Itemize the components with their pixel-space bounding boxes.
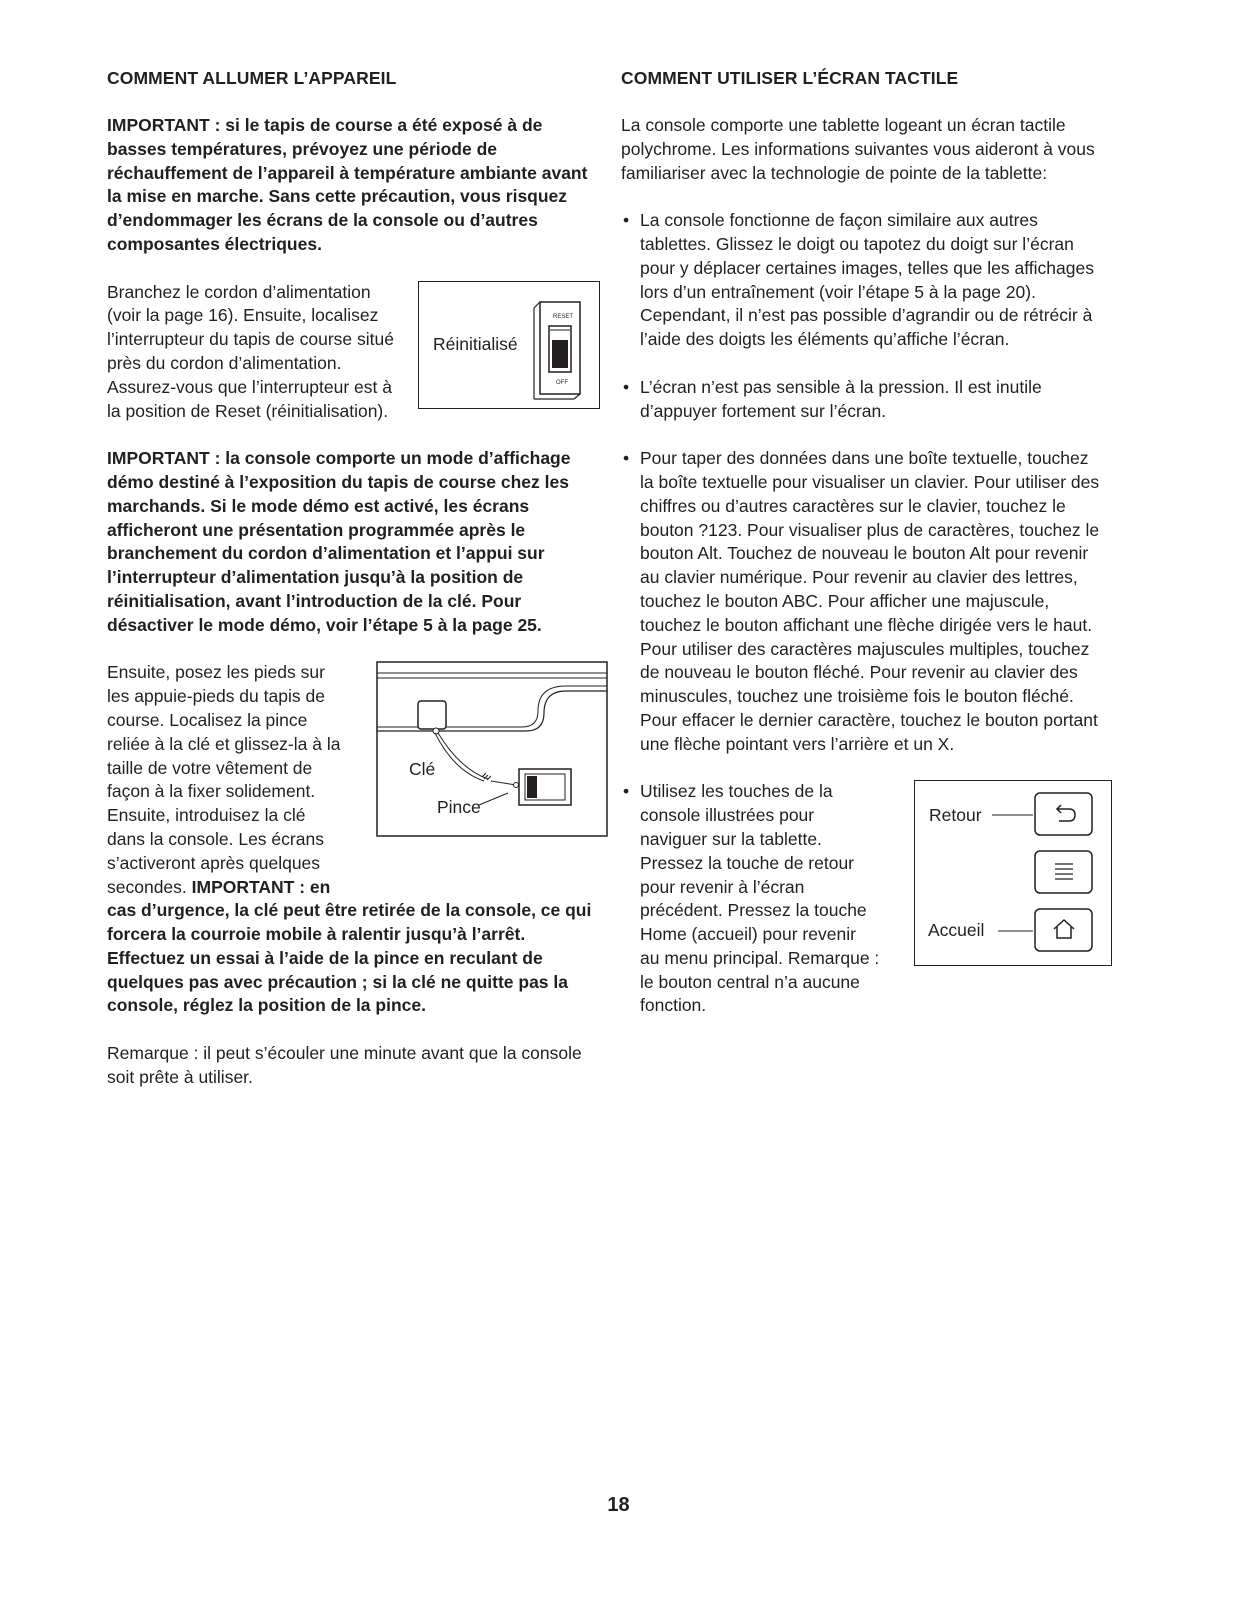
menu-button-icon	[1035, 851, 1092, 893]
key-text: Ensuite, posez les pieds sur les appuie-pieds du tapis de course. Localisez la pince reliée à la clé et glissez-la à la taille de votre vêtement de façon à la fixer solidement. Ensuite, introduisez la clé dans la console. Les écrans s’activeront après quelques secondes.	[107, 662, 341, 897]
bullet: •	[623, 376, 630, 397]
svg-text:OFF: OFF	[556, 379, 568, 386]
clip-label: Pince	[437, 797, 481, 818]
key-section	[107, 661, 592, 1018]
reset-label: Réinitialisé	[433, 333, 518, 354]
bullet: •	[623, 448, 630, 469]
touchscreen-tips	[621, 209, 1106, 1040]
important-demo-mode: IMPORTANT : la console comporte un mode d’affichage démo destiné à l’exposition du tapis de course chez les marchands. Si le mode démo est activé, les écrans afficheront une présentation programmée après le branchement du cordon d’alimentation et l’appui sur l’interrupteur d’alimentation jusqu’à la position de réinitialisation, avant l’introduction de la clé. Pour désactiver le mode démo, voir l’étape 5 à la page 25.	[107, 448, 571, 635]
right-column	[621, 66, 1106, 1064]
list-item-text: Pour taper des données dans une boîte textuelle, touchez la boîte textuelle pour visualiser un clavier. Pour utiliser des chiffres ou d’autres caractères sur le clavier, touchez le bouton ?123. Pour visualiser plus de caractères, touchez le bouton Alt. Touchez de nouveau le bouton Alt pour revenir au clavier numérique. Pour revenir au clavier des lettres, touchez le bouton ABC. Pour afficher une majuscule, touchez le bouton affichant une flèche dirigée vers le haut. Pour utiliser des caractères majuscules multiples, touchez de nouveau le bouton fléché. Pour revenir au clavier des minuscules, touchez une troisième fois le bouton fléché. Pour effacer le dernier caractère, touchez le bouton portant une flèche pointant vers l’arrière et un X.	[640, 448, 1100, 754]
key-label: Clé	[409, 759, 436, 780]
important-temperature: IMPORTANT : si le tapis de course a été exposé à de basses températures, prévoyez une période de réchauffement de l’appareil à température ambiante avant la mise en marche. Sans cette précaution, vous risquez d’endommager les écrans de la console ou d’autres composantes électriques.	[107, 115, 588, 254]
key-clip-figure	[376, 661, 608, 837]
list-item-text: L’écran n’est pas sensible à la pression. Il est inutile d’appuyer fortement sur l’écran.	[640, 376, 1042, 421]
list-item	[621, 447, 1106, 756]
list-item-text: Utilisez les touches de la console illustrées pour naviguer sur la tablette. Pressez la touche de retour pour revenir à l’écran précédent. Pressez la touche Home (accueil) pour revenir au menu principal. Remarque : le bouton central n’a aucune fonction.	[640, 781, 880, 1016]
list-item	[621, 376, 1106, 424]
touchscreen-intro: La console comporte une tablette logeant un écran tactile polychrome. Les informations suivantes vous aideront à vous familiariser avec la technologie de pointe de la tablette:	[621, 115, 1095, 183]
back-button-icon	[1035, 793, 1092, 835]
left-column	[107, 66, 592, 1113]
note-startup: Remarque : il peut s’écouler une minute avant que la console soit prête à utiliser.	[107, 1043, 582, 1087]
home-button-icon	[1035, 909, 1092, 951]
key-clip-illustration	[376, 661, 608, 837]
console-buttons-illustration	[915, 781, 1111, 965]
heading-touchscreen: COMMENT UTILISER L’ÉCRAN TACTILE	[621, 68, 959, 88]
switch-icon	[419, 282, 599, 408]
list-item-text: La console fonctionne de façon similaire aux autres tablettes. Glissez le doigt ou tapotez du doigt sur l’écran pour y déplacer certaines images, telles que les affichages lors d’un entraînement (voir l’étape 5 à la page 20). Cependant, il n’est pas possible d’agrandir ou de rétrécir à l’aide des doigts les éléments qu’affiche l’écran.	[640, 210, 1094, 350]
console-buttons-figure	[914, 780, 1112, 966]
reset-switch-figure	[418, 281, 600, 409]
bullet: •	[623, 210, 630, 231]
heading-power-on: COMMENT ALLUMER L’APPAREIL	[107, 68, 397, 88]
svg-text:RESET: RESET	[553, 313, 574, 320]
list-item	[621, 780, 1106, 1040]
important-emergency: IMPORTANT : en cas d’urgence, la clé peut être retirée de la console, ce qui forcera la courroie mobile à ralentir jusqu’à l’arrêt. Effectuez un essai à l’aide de la pince en reculant de quelques pas avec précaution ; si la clé ne quitte pas la console, réglez la position de la pince.	[107, 876, 592, 1016]
plug-section	[107, 281, 592, 424]
plug-instructions: Branchez le cordon d’alimentation (voir la page 16). Ensuite, localisez l’interrupteur du tapis de course situé près du cordon d’alimentation. Assurez-vous que l’interrupteur est à la position de Reset (réinitialisation).	[107, 281, 394, 421]
home-label: Accueil	[928, 920, 985, 941]
list-item	[621, 209, 1106, 352]
back-label: Retour	[929, 805, 982, 826]
bullet: •	[623, 781, 630, 802]
page-number: 18	[607, 1494, 630, 1516]
